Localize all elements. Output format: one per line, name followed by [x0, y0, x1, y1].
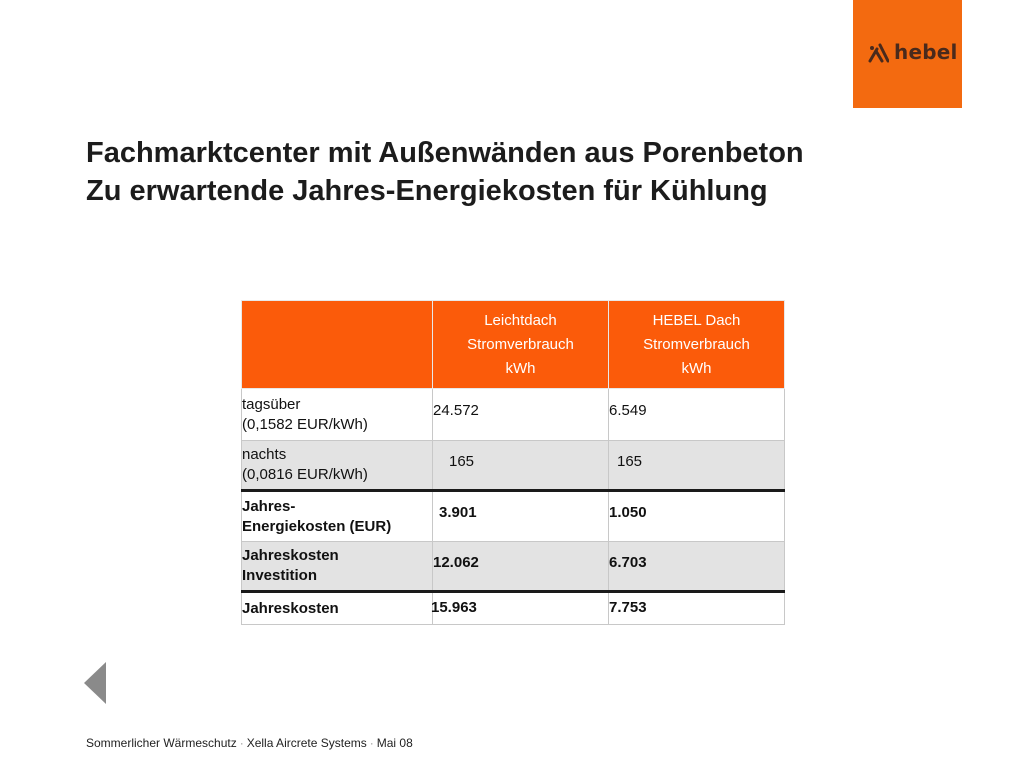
hebel-logo-icon [867, 41, 889, 63]
value-leichtdach [433, 389, 609, 441]
brand-logo [867, 40, 958, 64]
value-leichtdach [433, 592, 609, 625]
header-leichtdach-line1: Leichtdach [484, 311, 557, 329]
row-label-line1: Jahreskosten [242, 599, 339, 617]
value-text: 1.050 [609, 504, 647, 521]
page-title [86, 134, 804, 210]
brand-name: hebel [894, 40, 958, 64]
table-header-row [242, 301, 785, 389]
row-label [242, 592, 433, 625]
table-row [242, 542, 785, 592]
header-hebel-line3: kWh [681, 359, 712, 377]
previous-slide-button[interactable] [84, 662, 106, 704]
value-leichtdach [433, 441, 609, 491]
table-row [242, 592, 785, 625]
row-label [242, 542, 433, 592]
row-label-line2: (0,1582 EUR/kWh) [242, 415, 368, 433]
value-text: 165 [617, 452, 643, 470]
value-hebel [609, 592, 785, 625]
row-label [242, 441, 433, 491]
row-label-line1: Jahres- [242, 497, 296, 515]
header-hebel-dach [609, 301, 785, 389]
value-hebel [609, 389, 785, 441]
footer-date: Mai 08 [376, 736, 413, 750]
footer-separator: · [369, 736, 374, 750]
value-text: 6.703 [609, 553, 647, 571]
value-hebel [609, 542, 785, 592]
brand-logo-panel [853, 0, 962, 108]
header-leichtdach-line3: kWh [505, 359, 536, 377]
row-label-line1: Jahreskosten [242, 547, 339, 564]
footer [86, 736, 413, 750]
value-leichtdach [433, 542, 609, 592]
energy-cost-table [241, 300, 785, 625]
header-leichtdach-line2: Stromverbrauch [467, 335, 574, 353]
header-hebel-line2: Stromverbrauch [643, 335, 750, 353]
row-label-line2: (0,0816 EUR/kWh) [242, 466, 368, 483]
row-label-line2: Investition [242, 567, 318, 584]
row-label [242, 389, 433, 441]
table-row [242, 491, 785, 542]
title-line-1: Fachmarktcenter mit Außenwänden aus Porenbeton [86, 137, 804, 169]
value-hebel [609, 441, 785, 491]
title-line-2: Zu erwartende Jahres-Energiekosten für Kühlung [86, 175, 768, 207]
value-hebel [609, 491, 785, 542]
footer-separator: · [239, 736, 244, 750]
table-row [242, 441, 785, 491]
row-label-line1: nachts [242, 446, 287, 463]
header-leichtdach [433, 301, 609, 389]
footer-company: Xella Aircrete Systems [246, 736, 367, 750]
value-text: 165 [449, 452, 475, 470]
value-leichtdach [433, 491, 609, 542]
row-label-line2: Energiekosten (EUR) [242, 517, 392, 535]
header-hebel-line1: HEBEL Dach [652, 311, 741, 329]
value-text: 3.901 [439, 504, 477, 521]
triangle-left-icon [84, 662, 106, 704]
row-label-line1: tagsüber [242, 395, 301, 413]
value-text: 7.753 [609, 599, 647, 616]
value-text: 24.572 [433, 402, 479, 419]
value-text: 15.963 [431, 599, 477, 616]
value-text: 12.062 [433, 553, 479, 571]
header-corner-cell [242, 301, 433, 389]
row-label [242, 491, 433, 542]
table-row [242, 389, 785, 441]
footer-topic: Sommerlicher Wärmeschutz [86, 736, 237, 750]
value-text: 6.549 [609, 402, 647, 419]
